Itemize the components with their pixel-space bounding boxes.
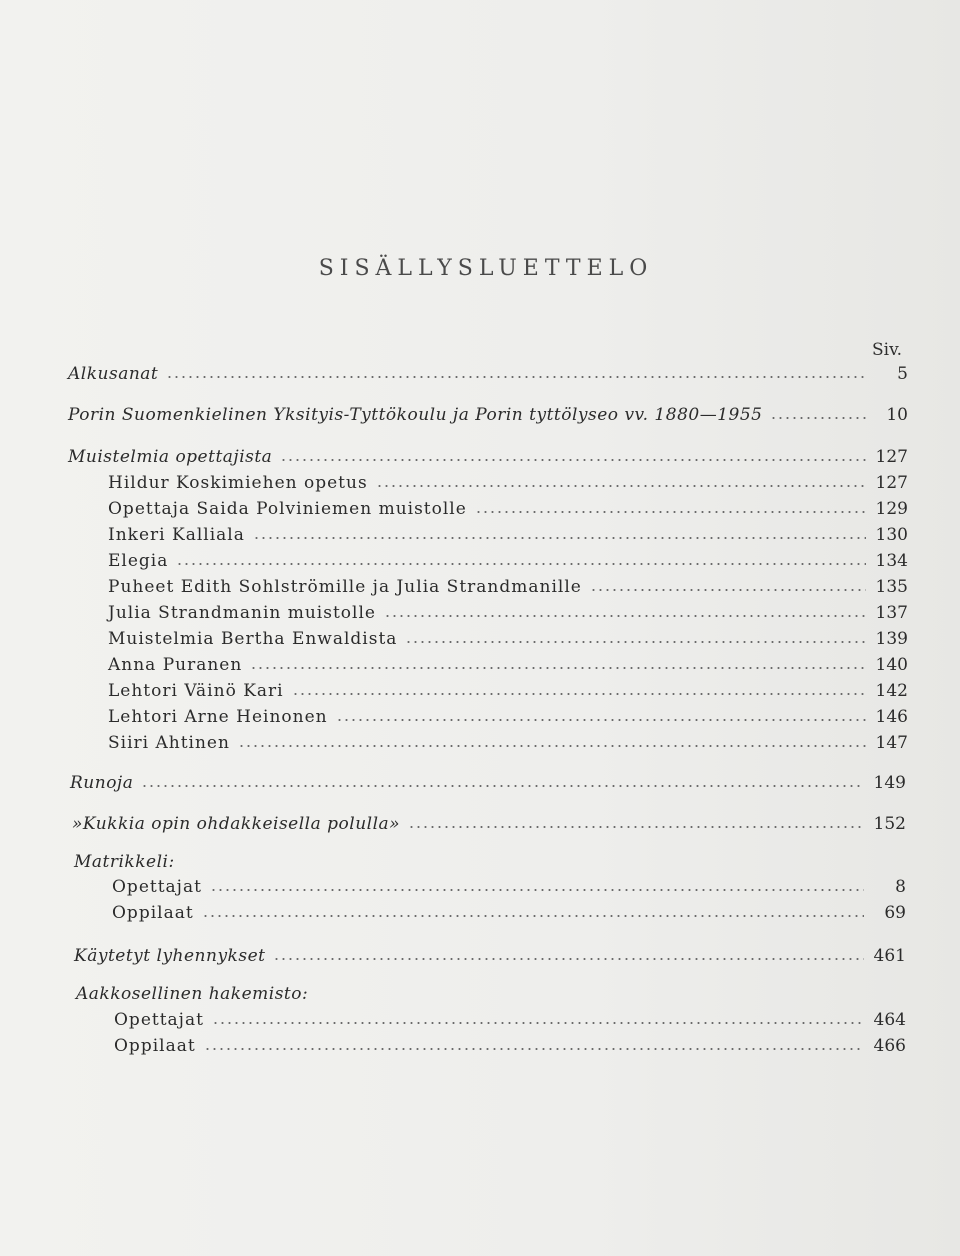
toc-entry-label: Inkeri Kalliala <box>108 525 245 545</box>
dot-leader <box>176 552 866 566</box>
toc-entry-page: 10 <box>886 405 908 425</box>
toc-entry <box>68 405 908 429</box>
dot-leader <box>336 708 866 722</box>
dot-leader <box>210 878 864 892</box>
dot-leader <box>212 1011 864 1025</box>
dot-leader <box>408 815 864 829</box>
toc-entry-label: Anna Puranen <box>108 655 243 675</box>
dot-leader <box>384 604 866 618</box>
toc-entry-label: Lehtori Väinö Kari <box>108 681 284 701</box>
toc-subentry <box>108 603 908 627</box>
dot-leader <box>376 474 866 488</box>
toc-entry <box>68 447 908 471</box>
dot-leader <box>250 656 866 670</box>
dot-leader <box>292 682 866 696</box>
toc-subentry <box>108 629 908 653</box>
toc-entry-page: 8 <box>895 877 906 897</box>
toc-entry <box>72 814 906 838</box>
toc-entry <box>70 773 906 797</box>
dot-leader <box>202 904 864 918</box>
toc-entry-page: 140 <box>875 655 908 675</box>
dot-leader <box>280 448 866 462</box>
dot-leader <box>590 578 866 592</box>
toc-entry <box>68 364 908 388</box>
toc-subentry <box>112 877 906 901</box>
dot-leader <box>238 734 866 748</box>
toc-subentry <box>108 577 908 601</box>
toc-entry-page: 5 <box>897 364 908 384</box>
toc-subentry <box>112 903 906 927</box>
dot-leader <box>166 365 866 379</box>
toc-entry-page: 464 <box>873 1010 906 1030</box>
toc-entry-page: 146 <box>875 707 908 727</box>
toc-entry-label: Oppilaat <box>112 903 194 923</box>
dot-leader <box>253 526 866 540</box>
dot-leader <box>475 500 866 514</box>
toc-entry-label: Siiri Ahtinen <box>108 733 230 753</box>
toc-entry-page: 134 <box>875 551 908 571</box>
toc-entry-page: 147 <box>875 733 908 753</box>
toc-entry-label: Opettaja Saida Polviniemen muistolle <box>108 499 467 519</box>
toc-section-heading: Aakkosellinen hakemisto: <box>76 984 309 1004</box>
toc-entry-page: 461 <box>873 946 906 966</box>
toc-entry-label: Puheet Edith Sohlströmille ja Julia Strandmanille <box>108 577 582 597</box>
toc-entry-label: Julia Strandmanin muistolle <box>108 603 376 623</box>
toc-subentry <box>108 733 908 757</box>
toc-entry-page: 149 <box>873 773 906 793</box>
toc-entry-label: »Kukkia opin ohdakkeisella polulla» <box>72 814 401 834</box>
toc-entry <box>74 946 906 970</box>
toc-subentry <box>108 499 908 523</box>
toc-subentry <box>108 681 908 705</box>
toc-subentry <box>114 1010 906 1034</box>
dot-leader <box>141 774 864 788</box>
dot-leader <box>273 947 864 961</box>
toc-entry-page: 127 <box>875 447 908 467</box>
toc-section-heading: Matrikkeli: <box>74 852 175 872</box>
page-column-header: Siv. <box>872 340 903 360</box>
toc-entry-label: Opettajat <box>114 1010 204 1030</box>
toc-entry-label: Käytetyt lyhennykset <box>74 946 266 966</box>
toc-entry-label: Elegia <box>108 551 169 571</box>
toc-entry-label: Oppilaat <box>114 1036 196 1056</box>
toc-entry-page: 127 <box>875 473 908 493</box>
dot-leader <box>770 406 866 420</box>
toc-entry-label: Runoja <box>70 773 134 793</box>
dot-leader <box>204 1037 864 1051</box>
toc-subentry <box>114 1036 906 1060</box>
toc-subentry <box>108 655 908 679</box>
toc-entry-label: Muistelmia Bertha Enwaldista <box>108 629 398 649</box>
toc-subentry <box>108 525 908 549</box>
toc-entry-label: Hildur Koskimiehen opetus <box>108 473 368 493</box>
toc-entry-page: 466 <box>873 1036 906 1056</box>
toc-entry-label: Muistelmia opettajista <box>68 447 273 467</box>
toc-entry-page: 69 <box>884 903 906 923</box>
toc-entry-page: 152 <box>873 814 906 834</box>
toc-entry-page: 139 <box>875 629 908 649</box>
toc-entry-page: 129 <box>875 499 908 519</box>
toc-entry-page: 135 <box>875 577 908 597</box>
toc-title: SISÄLLYSLUETTELO <box>318 256 654 281</box>
toc-entry-label: Opettajat <box>112 877 202 897</box>
toc-entry-page: 137 <box>875 603 908 623</box>
toc-subentry <box>108 473 908 497</box>
toc-entry-page: 130 <box>875 525 908 545</box>
toc-entry-page: 142 <box>875 681 908 701</box>
toc-subentry <box>108 707 908 731</box>
toc-subentry <box>108 551 908 575</box>
toc-entry-label: Alkusanat <box>68 364 159 384</box>
toc-entry-label: Porin Suomenkielinen Yksityis-Tyttökoulu ja Porin tyttölyseo vv. 1880—1955 <box>68 405 763 425</box>
toc-entry-label: Lehtori Arne Heinonen <box>108 707 328 727</box>
dot-leader <box>405 630 866 644</box>
